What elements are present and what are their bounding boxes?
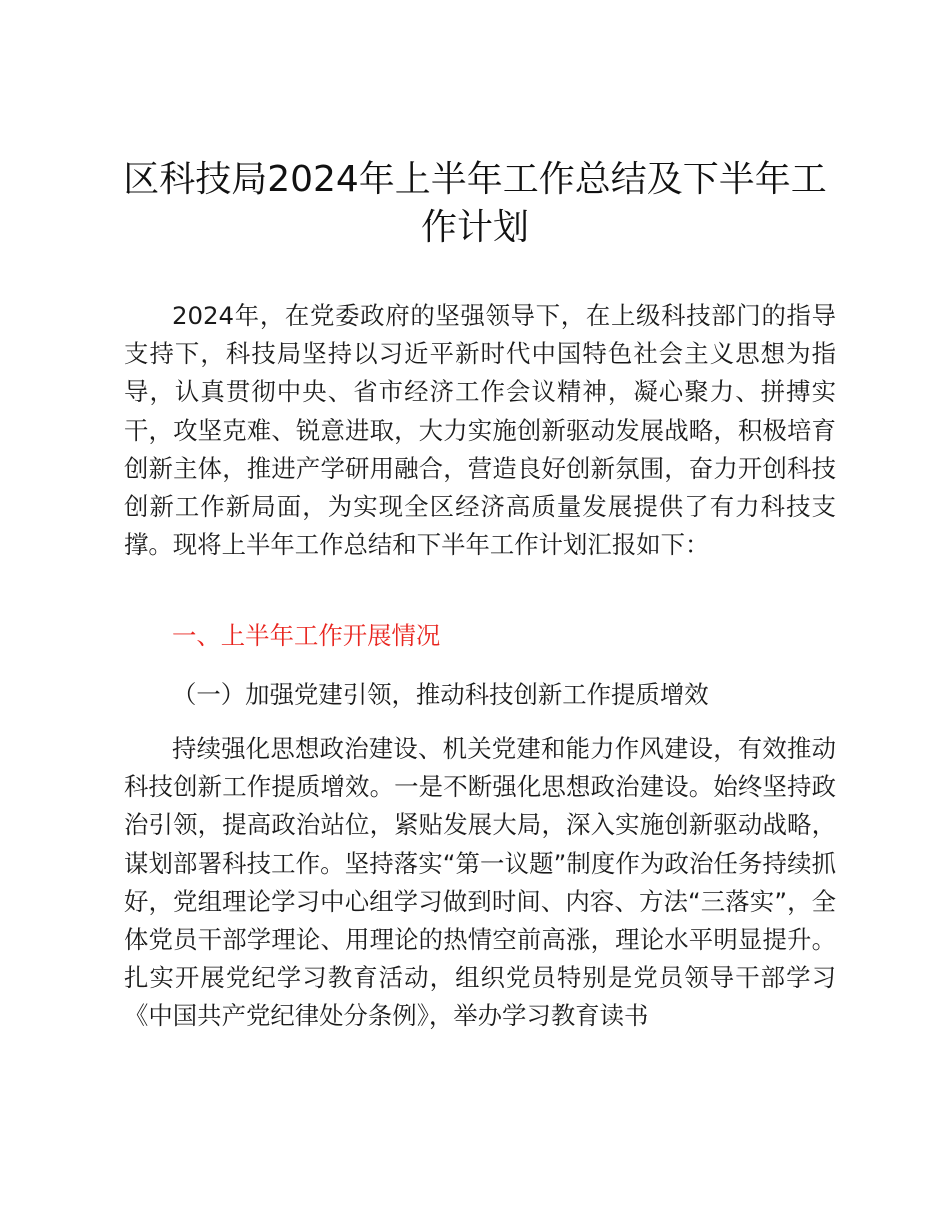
document-title: 区科技局2024年上半年工作总结及下半年工作计划 — [123, 159, 827, 248]
sub-heading: （一）加强党建引领，推动科技创新工作提质增效 — [172, 680, 709, 709]
intro-paragraph: 2024年，在党委政府的坚强领导下，在上级科技部门的指导支持下，科技局坚持以习近平新时代中国特色社会主义思想为指导，认真贯彻中央、省市经济工作会议精神，凝心聚力、拼搏实干，攻坚克难、锐意进取，大力实施创新驱动发展战略，积极培育创新主体，推进产学研用融合，营造良好创新氛围，奋力开创科技创新工作新局面，为实现全区经济高质量发展提供了有力科技支撑。现将上半年工作总结和下半年工作计划汇报如下： — [124, 301, 836, 560]
section-heading: 一、上半年工作开展情况 — [172, 621, 441, 650]
body-paragraph: 持续强化思想政治建设、机关党建和能力作风建设，有效推动科技创新工作提质增效。一是不断强化思想政治建设。始终坚持政治引领，提高政治站位，紧贴发展大局，深入实施创新驱动战略，谋划部署科技工作。坚持落实“第一议题”制度作为政治任务持续抓好，党组理论学习中心组学习做到时间、内容、方法“三落实”，全体党员干部学理论、用理论的热情空前高涨，理论水平明显提升。扎实开展党纪学习教育活动，组织党员特别是党员领导干部学习《中国共产党纪律处分条例》，举办学习教育读书 — [124, 734, 836, 1031]
